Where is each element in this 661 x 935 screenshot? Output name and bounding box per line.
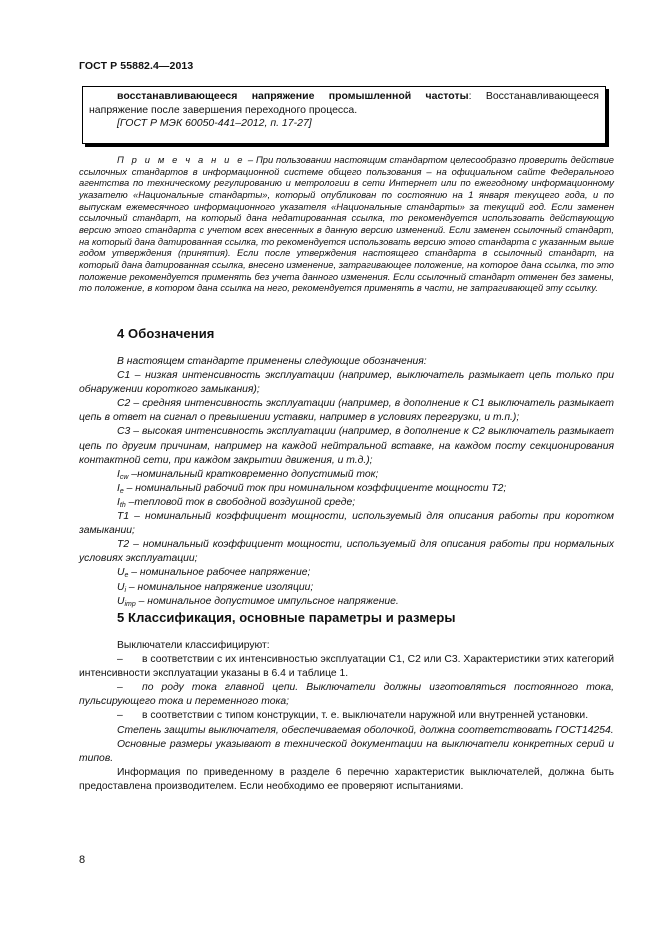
classification-item-1: – в соответствии с их интенсивностью эксплуатации С1, С2 или С3. Характеристики этих категорий интенсивности эксплуатации указаны в 6.4 и таблице 1.: [79, 654, 614, 680]
note-paragraph: [79, 154, 614, 294]
symbol-c2: С2 – средняя интенсивность эксплуатации (например, в дополнение к С1 выключатель размыкает цепь в ответ на сигнал о превышении уставки, например в условиях перегрузки, и т.п.);: [79, 398, 614, 424]
section-5-body: [79, 639, 614, 794]
symbol-ue: $U_e$ – номинальное рабочее напряжение;: [117, 567, 311, 580]
symbol-icw: $I_{cw}$ –номинальный кратковременно допустимый ток;: [117, 468, 379, 481]
symbol-ie: $I_e$ – номинальный рабочий ток при номинальном коэффициенте мощности Т2;: [117, 482, 507, 495]
note-text: – При пользовании настоящим стандартом целесообразно проверить действие ссылочных стандартов в информационной системе общего пользования – на официальном сайте Федерального агентства по техническому регулированию и метрологии в сети Интернет или по ежегодному информационному указателю «Национальные стандарты», который опубликован по состоянию на 1 января текущего года, и по выпускам ежемесячного информационного указателя «Национальные стандарты» за текущий год. Если заменен ссылочный стандарт, на который дана недатированная ссылка, то рекомендуется использовать действующую версию этого стандарта с учетом всех внесенных в данную версию изменений. Если заменен ссылочный стандарт, на который дана датированная ссылка, то рекомендуется использовать версию этого стандарта с указанным выше годом утверждения (принятия). Если после утверждения настоящего стандарта в ссылочный стандарт, на который дана датированная ссылка, внесено изменение, затрагивающее положение, на которое дана ссылка, то это положение рекомендуется применять без учета данного изменения. Если ссылочный стандарт отменен без замены, то положение, в котором дана ссылка на него, рекомендуется применять в части, не затрагивающей эту ссылку.: [79, 154, 615, 294]
symbol-c3: С3 – высокая интенсивность эксплуатации (например, в дополнение к С2 выключатель размыкает цепь по другим причинам, например на каждой нейтральной вставке, на каждом посту секционирования контактной сети, при каждом закрытии движения, и т.д.);: [79, 426, 614, 466]
info-paragraph: Информация по приведенному в разделе 6 перечню характеристик выключателей, должна быть предоставлена производителем. Если необходимо ее проверяют испытаниями.: [79, 766, 614, 792]
symbol-ui: $U_i$ – номинальное напряжение изоляции;: [117, 581, 314, 594]
definition-box: [82, 86, 606, 144]
symbol-t2: Т2 – номинальный коэффициент мощности, используемый для описания работы при нормальных условиях эксплуатации;: [79, 539, 614, 565]
symbol-c1: С1 – низкая интенсивность эксплуатации (например, выключатель размыкает цепь только при обнаружении короткого замыкания);: [79, 370, 614, 396]
classification-item-3: – в соответствии с типом конструкции, т. е. выключатели наружной или внутренней установки.: [117, 710, 589, 722]
symbol-t1: Т1 – номинальный коэффициент мощности, используемый для описания работы при коротком замыкании;: [79, 511, 614, 537]
document-header: ГОСТ Р 55882.4—2013: [79, 60, 194, 72]
section-5-heading: 5 Классификация, основные параметры и размеры: [117, 610, 456, 625]
definition-source: [ГОСТ Р МЭК 60050-441–2012, п. 17-27]: [117, 117, 312, 129]
section-4-heading: 4 Обозначения: [117, 326, 215, 341]
protection-paragraph: Степень защиты выключателя, обеспечиваемая оболочкой, должна соответствовать ГОСТ14254.: [117, 724, 614, 736]
symbol-ith: $I_{th}$ –тепловой ток в свободной воздушной среде;: [117, 496, 356, 509]
definition-text: [89, 90, 599, 117]
page-number: 8: [79, 854, 86, 866]
definition-body: : Восстанавливающееся напряжение после завершения переходного процесса.: [89, 90, 599, 116]
dimensions-paragraph: Основные размеры указывают в технической документации на выключатели конкретных серий и типов.: [79, 738, 614, 764]
section-4-body: [79, 355, 614, 609]
classification-item-2: – по роду тока главной цепи. Выключатели должны изготовляться постоянного тока, пульсирующего тока и переменного тока;: [79, 682, 614, 708]
definition-term: восстанавливающееся напряжение промышленной частоты: [117, 90, 469, 102]
symbols-intro: В настоящем стандарте применены следующие обозначения:: [117, 356, 427, 367]
note-label: П р и м е ч а н и е: [117, 154, 245, 165]
symbol-uimp: $U_{imp}$ – номинальное допустимое импульсное напряжение.: [117, 595, 399, 608]
classification-intro: Выключатели классифицируют:: [117, 640, 270, 651]
